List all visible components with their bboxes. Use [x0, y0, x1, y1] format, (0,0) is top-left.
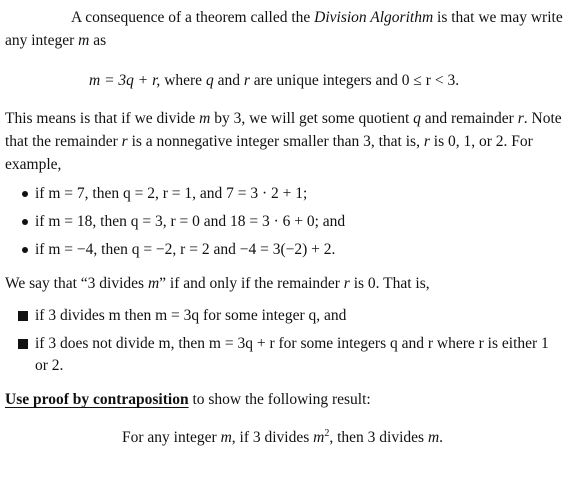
para2-line-3: example, — [5, 156, 62, 173]
square-bullet-icon — [18, 311, 28, 321]
intro-line-1: A consequence of a theorem called the Division Algorithm is that we may write — [71, 9, 563, 26]
result-statement: For any integer m, if 3 divides $m^2$, then 3 divides m. — [122, 427, 444, 446]
division-algorithm-term: Division Algorithm — [314, 9, 434, 26]
para2-line-1: This means is that if we divide m by 3, we will get some quotient q and remainder r. Note — [5, 110, 562, 127]
example-item-3: if m = −4, then q = −2, r = 2 and −4 = 3(−2) + 2. — [35, 241, 336, 258]
bullet-icon — [22, 191, 28, 197]
bullet-icon — [22, 219, 28, 225]
square-bullet-icon — [18, 339, 28, 349]
case-item-1: if 3 divides m then m = 3q for some integer q, and — [35, 307, 347, 324]
intro-line-2: any integer m as — [5, 32, 107, 49]
display-formula: m = 3q + r, where q and r are unique integers and 0 ≤ r < 3. — [89, 72, 460, 89]
proof-by-contraposition-link[interactable]: Use proof by contraposition — [5, 391, 189, 408]
para2-line-2: that the remainder r is a nonnegative integer smaller than 3, that is, r is 0, 1, or 2. For — [5, 133, 533, 150]
example-item-2: if m = 18, then q = 3, r = 0 and 18 = 3 · 6 + 0; and — [35, 213, 346, 230]
example-item-1: if m = 7, then q = 2, r = 1, and 7 = 3 · 2 + 1; — [35, 185, 308, 202]
bullet-icon — [22, 247, 28, 253]
case-item-2-line-2: or 2. — [35, 357, 64, 374]
case-item-2-line-1: if 3 does not divide m, then m = 3q + r for some integers q and r where r is either 1 — [35, 335, 549, 352]
instruction: Use proof by contraposition to show the following result: — [5, 391, 371, 408]
divides-definition: We say that “3 divides m” if and only if the remainder r is 0. That is, — [5, 275, 430, 292]
